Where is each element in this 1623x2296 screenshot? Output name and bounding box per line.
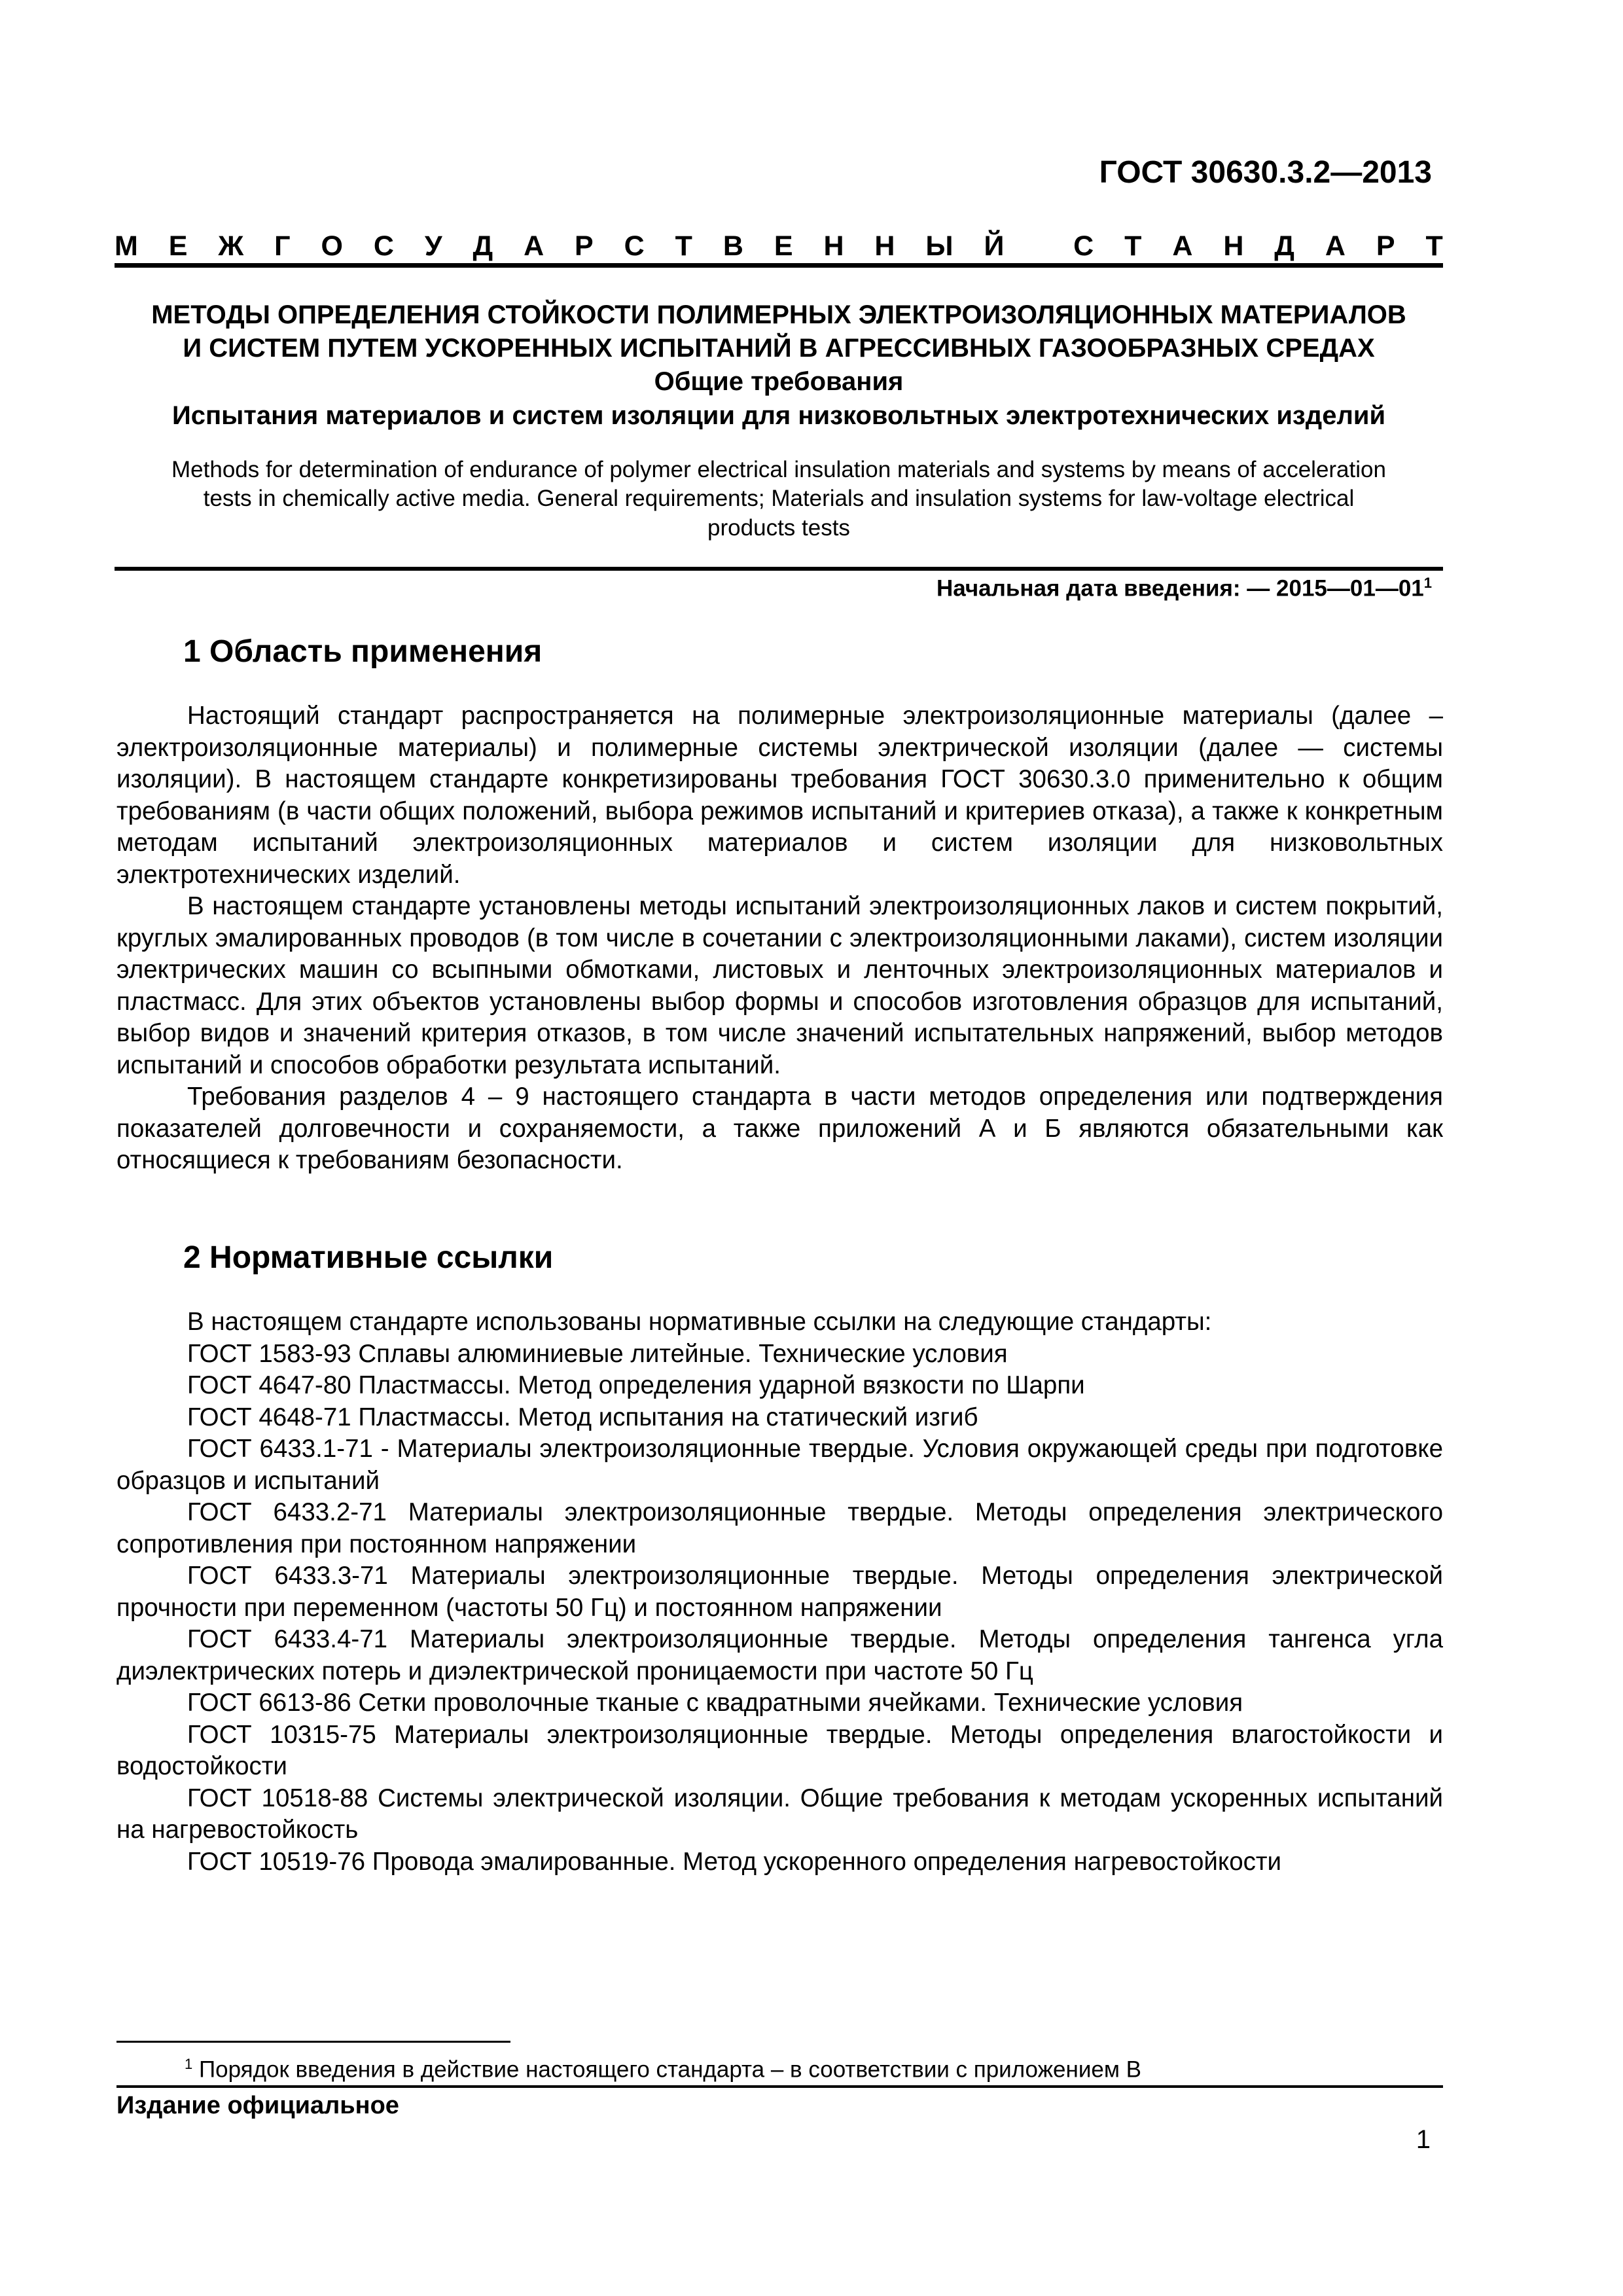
banner-letter: Т	[1124, 230, 1142, 262]
page-number: 1	[1416, 2125, 1431, 2154]
footer-divider	[116, 2085, 1443, 2088]
title-line-2: И СИСТЕМ ПУТЕМ УСКОРЕННЫХ ИСПЫТАНИЙ В АГРЕССИВНЫХ ГАЗООБРАЗНЫХ СРЕДАХ	[183, 334, 1375, 363]
banner-letter: Е	[168, 230, 188, 262]
banner-letter: С	[1073, 230, 1094, 262]
banner-letter: А	[524, 230, 544, 262]
official-edition-label: Издание официальное	[116, 2092, 399, 2119]
banner-letter: Р	[1376, 230, 1395, 262]
banner-letter: Ж	[218, 230, 244, 262]
reference-item: ГОСТ 6433.4-71 Материалы электроизоляционные твердые. Методы определения тангенса угла диэлектрических потерь и диэлектрической проницаемости при частоте 50 Гц	[116, 1625, 1443, 1685]
english-title-line-2: tests in chemically active media. General requirements; Materials and insulation systems for law-voltage electrical	[203, 486, 1355, 512]
english-title-line-3: products tests	[707, 514, 850, 541]
banner-letter: А	[1325, 230, 1346, 262]
header-divider	[115, 263, 1443, 268]
english-title	[115, 456, 1443, 543]
section-1-body	[116, 700, 1443, 1177]
title-line-3: Общие требования	[654, 367, 904, 397]
title-block	[115, 298, 1443, 433]
reference-item: ГОСТ 6433.1-71 - Материалы электроизоляционные твердые. Условия окружающей среды при подготовке образцов и испытаний	[116, 1435, 1443, 1495]
banner-letter: У	[424, 230, 442, 262]
banner-letter: Д	[1274, 230, 1294, 262]
reference-item: ГОСТ 10315-75 Материалы электроизоляционные твердые. Методы определения влагостойкости и водостойкости	[116, 1720, 1443, 1780]
document-number: ГОСТ 30630.3.2—2013	[1099, 155, 1432, 190]
banner-letter: Т	[675, 230, 692, 262]
banner-letter: С	[373, 230, 394, 262]
banner-letter: Н	[1223, 230, 1244, 262]
banner-letter: А	[1172, 230, 1193, 262]
banner-letter: М	[115, 230, 138, 262]
section-2-heading: 2 Нормативные ссылки	[183, 1240, 554, 1275]
footnote-separator	[116, 2041, 510, 2043]
paragraph: Настоящий стандарт распространяется на полимерные электроизоляционные материалы (далее – электроизоляционные материалы) и полимерные системы электрической изоляции (далее — системы изоляции). В настоящем стандарте конкретизированы требования ГОСТ 30630.3.0 применительно к общим требованиям (в части общих положений, выбора режимов испытаний и критериев отказа), а также к конкретным методам испытаний электроизоляционных материалов и систем изоляции для низковольтных электротехнических изделий.	[116, 702, 1443, 889]
banner-letter: Г	[274, 230, 291, 262]
interstate-standard-banner	[115, 230, 1443, 262]
banner-letter: В	[722, 230, 743, 262]
footnote	[185, 2056, 1141, 2083]
banner-letter: Р	[575, 230, 594, 262]
reference-item: ГОСТ 10518-88 Системы электрической изоляции. Общие требования к методам ускоренных испытаний на нагревостойкость	[116, 1784, 1443, 1844]
reference-item: ГОСТ 10519-76 Провода эмалированные. Метод ускоренного определения нагревостойкости	[187, 1847, 1282, 1876]
footnote-ref: 1	[1423, 575, 1432, 591]
footnote-text: Порядок введения в действие настоящего стандарта – в соответствии с приложением В	[192, 2056, 1141, 2083]
footnote-mark: 1	[185, 2056, 193, 2072]
banner-letter: Д	[473, 230, 493, 262]
reference-item: ГОСТ 4648-71 Пластмассы. Метод испытания на статический изгиб	[187, 1403, 978, 1431]
title-line-1: МЕТОДЫ ОПРЕДЕЛЕНИЯ СТОЙКОСТИ ПОЛИМЕРНЫХ ЭЛЕКТРОИЗОЛЯЦИОННЫХ МАТЕРИАЛОВ	[151, 300, 1406, 329]
english-title-line-1: Methods for determination of endurance of polymer electrical insulation materials and systems by means of acceleration	[171, 457, 1386, 482]
introduction-date-label: Начальная дата введения: — 2015—01—01	[936, 575, 1424, 601]
reference-item: ГОСТ 6613-86 Сетки проволочные тканые с квадратными ячейками. Технические условия	[187, 1689, 1243, 1717]
reference-item: ГОСТ 6433.3-71 Материалы электроизоляционные твердые. Методы определения электрической прочности при переменном (частоты 50 Гц) и постоянном напряжении	[116, 1562, 1443, 1622]
reference-item: ГОСТ 6433.2-71 Материалы электроизоляционные твердые. Методы определения электрического сопротивления при постоянном напряжении	[116, 1498, 1443, 1558]
paragraph: В настоящем стандарте установлены методы испытаний электроизоляционных лаков и систем покрытий, круглых эмалированных проводов (в том числе в сочетании с электроизоляционными лаками), систем изоляции электрических машин со всыпными обмотками, листовых и ленточных электроизоляционных материалов и пластмасс. Для этих объектов установлены выбор формы и способов изготовления образцов для испытаний, выбор видов и значений критерия отказов, в том числе значений испытательных напряжений, выбор методов испытаний и способов обработки результата испытаний.	[116, 892, 1443, 1079]
banner-letter: Й	[984, 230, 1005, 262]
section-1-heading: 1 Область применения	[183, 634, 543, 669]
reference-intro: В настоящем стандарте использованы нормативные ссылки на следующие стандарты:	[187, 1308, 1212, 1336]
banner-letter: Е	[774, 230, 793, 262]
banner-letter: Т	[1425, 230, 1443, 262]
banner-letter: Ы	[925, 230, 954, 262]
banner-letter: Н	[874, 230, 895, 262]
banner-letter: Н	[823, 230, 844, 262]
banner-letter: С	[624, 230, 645, 262]
banner-letter: О	[321, 230, 343, 262]
title-line-4: Испытания материалов и систем изоляции для низковольтных электротехнических изделий	[171, 401, 1386, 430]
paragraph: Требования разделов 4 – 9 настоящего стандарта в части методов определения или подтверждения показателей долговечности и сохраняемости, а также приложений А и Б являются обязательными как относящиеся к требованиям безопасности.	[116, 1083, 1443, 1174]
banner-letter	[1035, 230, 1043, 262]
section-2-body	[116, 1306, 1443, 1878]
reference-item: ГОСТ 4647-80 Пластмассы. Метод определения ударной вязкости по Шарпи	[187, 1371, 1085, 1399]
reference-item: ГОСТ 1583-93 Сплавы алюминиевые литейные. Технические условия	[187, 1339, 1008, 1368]
title-divider	[115, 567, 1443, 571]
introduction-date	[936, 575, 1432, 602]
